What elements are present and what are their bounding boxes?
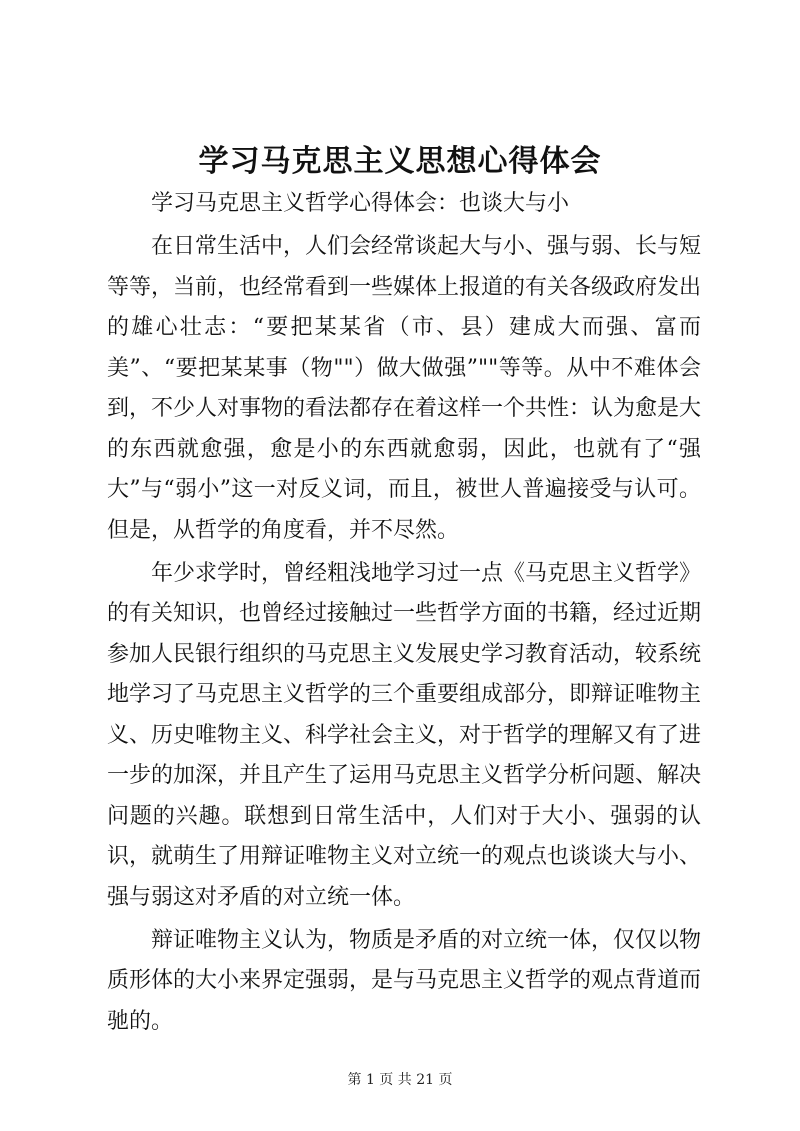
document-body	[107, 184, 701, 1042]
paragraph-1: 在日常生活中，人们会经常谈起大与小、强与弱、长与短等等，当前，也经常看到一些媒体上报道的有关各级政府发出的雄心壮志：“要把某某省（市、县）建成大而强、富而美”、“要把某某事（物""）做大做强”""等等。从中不难体会到，不少人对事物的看法都存在着这样一个共性：认为愈是大的东西就愈强，愈是小的东西就愈弱，因此，也就有了“强大”与“弱小”这一对反义词，而且，被世人普遍接受与认可。但是，从哲学的角度看，并不尽然。	[107, 234, 702, 543]
paragraph-subtitle: 学习马克思主义哲学心得体会：也谈大与小	[151, 191, 570, 216]
paragraph-2: 年少求学时，曾经粗浅地学习过一点《马克思主义哲学》的有关知识，也曾经过接触过一些哲学方面的书籍，经过近期参加人民银行组织的马克思主义发展史学习教育活动，较系统地学习了马克思主义哲学的三个重要组成部分，即辩证唯物主义、历史唯物主义、科学社会主义，对于哲学的理解又有了进一步的加深，并且产生了运用马克思主义哲学分析问题、解决问题的兴趣。联想到日常生活中，人们对于大小、强弱的认识，就萌生了用辩证唯物主义对立统一的观点也谈谈大与小、强与弱这对矛盾的对立统一体。	[107, 560, 702, 910]
page-number-footer: 第 1 页 共 21 页	[347, 1072, 453, 1088]
document-title: 学习马克思主义思想心得体会	[198, 144, 602, 179]
paragraph-3: 辩证唯物主义认为，物质是矛盾的对立统一体，仅仅以物质形体的大小来界定强弱，是与马克思主义哲学的观点背道而驰的。	[107, 927, 702, 1034]
